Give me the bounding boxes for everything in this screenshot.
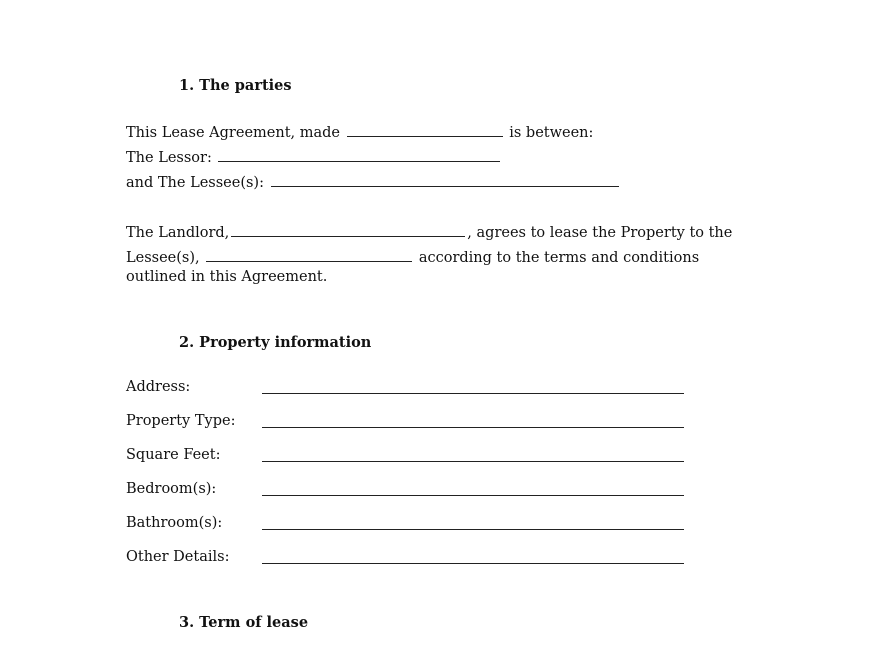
made-prefix: This Lease Agreement, made: [126, 125, 341, 141]
landlord-blank[interactable]: [231, 222, 465, 237]
other-details-blank[interactable]: [262, 563, 684, 564]
landlord-prefix: The Landlord,: [126, 225, 230, 241]
address-blank[interactable]: [262, 393, 684, 394]
lessee-agreement-line: [126, 247, 699, 266]
square-feet-blank[interactable]: [262, 461, 684, 462]
landlord-line: [126, 222, 732, 241]
square-feet-label: Square Feet:: [126, 447, 221, 463]
section-3-heading: 3. Term of lease: [179, 614, 309, 631]
lessee-blank[interactable]: [271, 172, 619, 187]
outlined-line: outlined in this Agreement.: [126, 269, 328, 285]
bedrooms-label: Bedroom(s):: [126, 481, 217, 497]
lessor-blank[interactable]: [218, 147, 500, 162]
lessee-suffix: according to the terms and conditions: [418, 250, 700, 266]
made-suffix: is between:: [509, 125, 594, 141]
property-type-blank[interactable]: [262, 427, 684, 428]
lessee-line: [126, 172, 621, 191]
lessee-label: and The Lessee(s):: [126, 175, 264, 191]
other-details-label: Other Details:: [126, 549, 230, 565]
lessor-label: The Lessor:: [126, 150, 212, 166]
bedrooms-blank[interactable]: [262, 495, 684, 496]
bathrooms-label: Bathroom(s):: [126, 515, 223, 531]
address-label: Address:: [126, 379, 191, 395]
section-2-heading: 2. Property information: [179, 334, 372, 351]
lessee-prefix: Lessee(s),: [126, 250, 200, 266]
date-blank[interactable]: [347, 122, 503, 137]
lessor-line: [126, 147, 502, 166]
section-1-heading: 1. The parties: [179, 77, 292, 94]
lessee-name-blank[interactable]: [206, 247, 412, 262]
bathrooms-blank[interactable]: [262, 529, 684, 530]
agreement-made-line: [126, 122, 593, 141]
property-type-label: Property Type:: [126, 413, 236, 429]
landlord-suffix: , agrees to lease the Property to the: [467, 225, 733, 241]
